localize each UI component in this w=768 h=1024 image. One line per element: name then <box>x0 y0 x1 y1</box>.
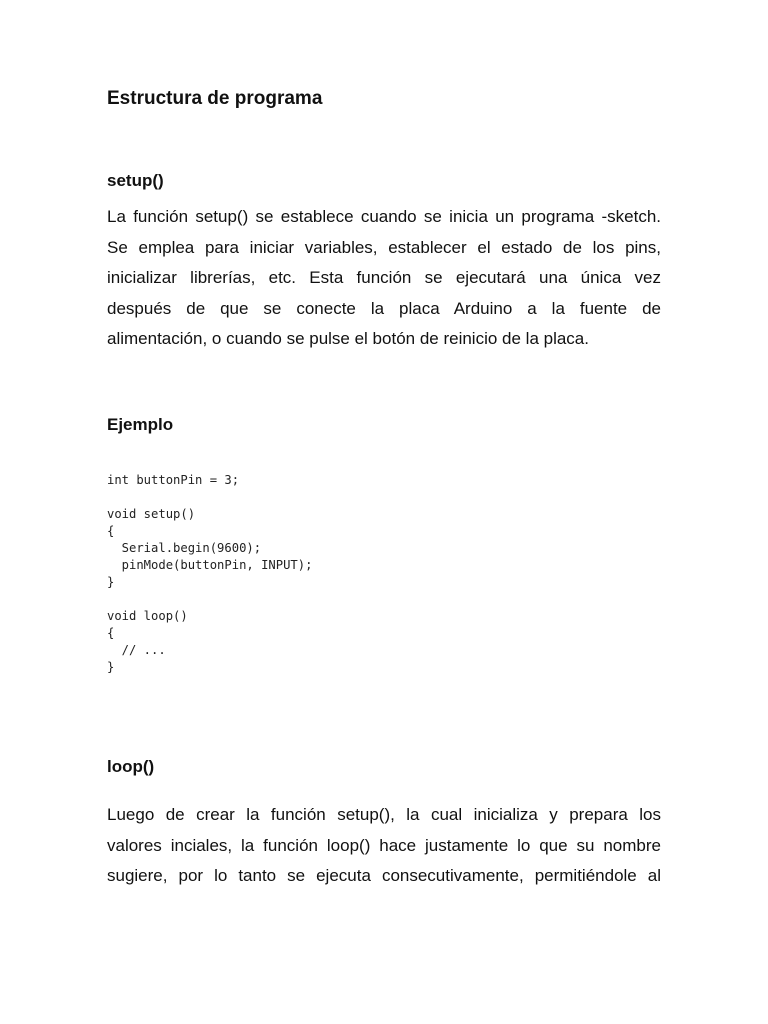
code-line <box>107 489 312 506</box>
code-line: pinMode(buttonPin, INPUT); <box>107 558 313 572</box>
code-line: // ... <box>107 643 166 657</box>
paragraph-line: Luego de crear la función setup(), la cual inicializa y prepara los <box>107 805 661 824</box>
code-line: void loop() <box>107 609 188 623</box>
code-line: Serial.begin(9600); <box>107 541 262 555</box>
loop-paragraph <box>107 800 661 892</box>
setup-paragraph <box>107 202 661 355</box>
paragraph-line: valores inciales, la función loop() hace justamente lo que su nombre <box>107 835 661 855</box>
code-line: { <box>107 626 115 640</box>
code-line <box>107 591 312 608</box>
paragraph-line: inicializar librerías, etc. Esta función se ejecutará una única vez <box>107 268 661 287</box>
paragraph-line: La función setup() se establece cuando se inicia un programa -sketch. <box>107 207 661 226</box>
code-line: { <box>107 524 115 538</box>
code-line: int buttonPin = 3; <box>107 473 240 487</box>
code-line: } <box>107 575 115 589</box>
section-heading-loop: loop() <box>107 757 155 776</box>
section-heading-setup: setup() <box>107 171 164 190</box>
paragraph-line: después de que se conecte la placa Arduino a la fuente de <box>107 298 661 318</box>
code-line: void setup() <box>107 507 196 521</box>
document-title: Estructura de programa <box>107 88 323 109</box>
paragraph-line: Se emplea para iniciar variables, establecer el estado de los pins, <box>107 237 661 257</box>
code-line: } <box>107 660 115 674</box>
paragraph-line: alimentación, o cuando se pulse el botón de reinicio de la placa. <box>107 329 589 348</box>
paragraph-line: sugiere, por lo tanto se ejecuta consecutivamente, permitiéndole al <box>107 866 661 885</box>
section-heading-ejemplo: Ejemplo <box>107 415 174 434</box>
code-block <box>107 472 312 676</box>
